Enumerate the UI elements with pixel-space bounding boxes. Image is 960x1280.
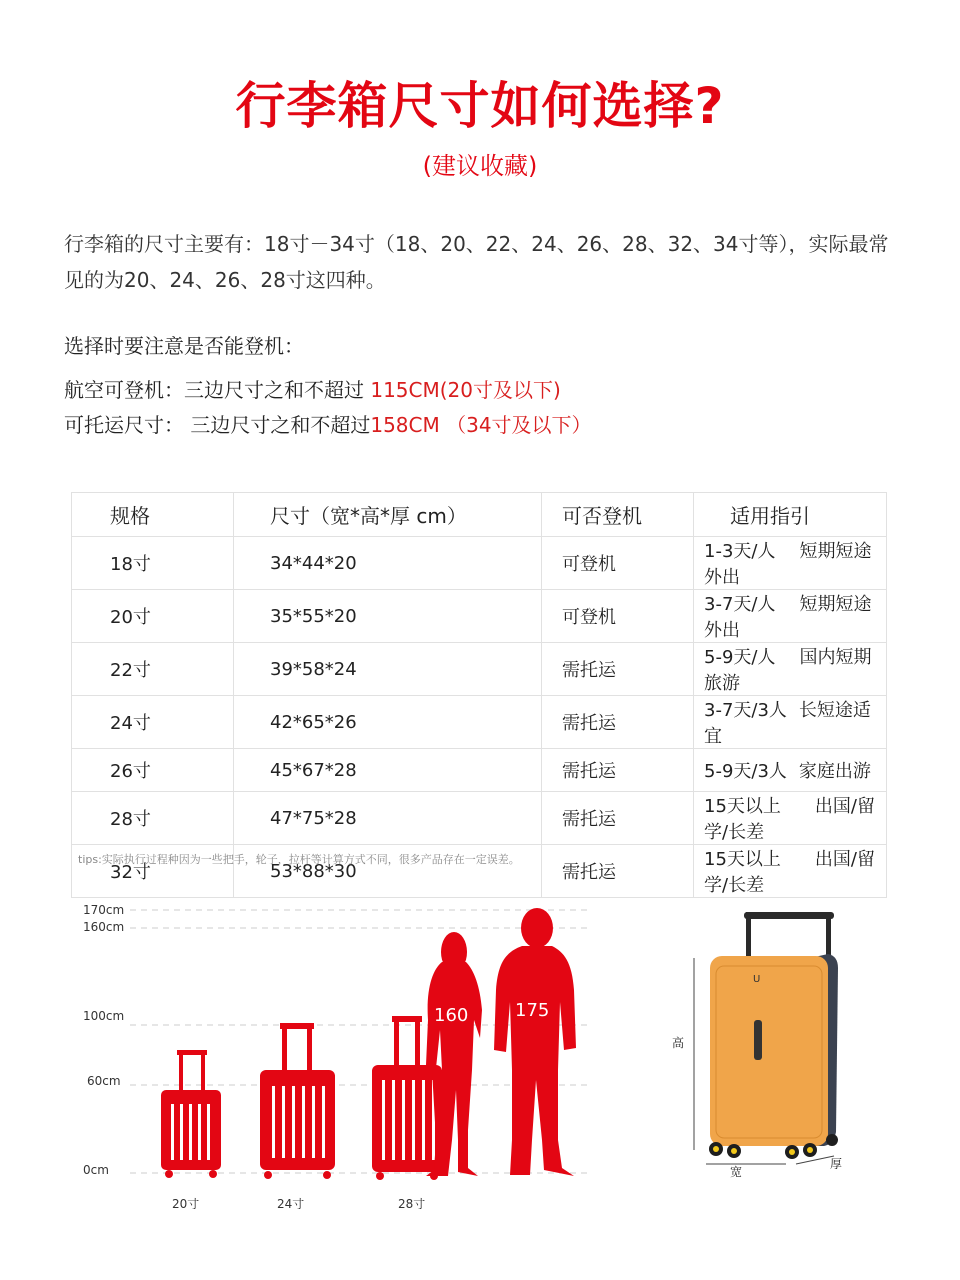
checked-value: 158CM （34寸及以下） bbox=[370, 413, 592, 437]
cell-size: 28寸 bbox=[72, 792, 234, 845]
table-row bbox=[72, 696, 887, 749]
y-label-100: 100cm bbox=[83, 1009, 125, 1023]
header-size: 规格 bbox=[72, 493, 234, 537]
comparison-graphic bbox=[70, 890, 610, 1250]
cell-boarding: 需托运 bbox=[542, 643, 694, 696]
width-label: 宽 bbox=[730, 1165, 743, 1179]
cell-dims: 47*75*28 bbox=[234, 792, 542, 845]
checked-label: 可托运尺寸： 三边尺寸之和不超过 bbox=[64, 413, 371, 437]
cell-days: 1-3天/人 bbox=[704, 541, 776, 562]
table-row bbox=[72, 792, 887, 845]
cell-size: 22寸 bbox=[72, 643, 234, 696]
suitcase-photo bbox=[660, 900, 860, 1200]
cell-guide bbox=[694, 792, 887, 845]
cell-days: 15天以上 bbox=[704, 849, 781, 870]
cell-dims: 35*55*20 bbox=[234, 590, 542, 643]
brand-logo: U bbox=[753, 974, 761, 985]
carry-on-rule bbox=[64, 374, 561, 403]
cell-boarding: 可登机 bbox=[542, 537, 694, 590]
table-row bbox=[72, 537, 887, 590]
suitcase-20-label: 20寸 bbox=[172, 1197, 200, 1211]
cell-guide bbox=[694, 845, 887, 898]
cell-days: 3-7天/人 bbox=[704, 594, 776, 615]
cell-dims: 45*67*28 bbox=[234, 749, 542, 792]
notes-heading: 选择时要注意是否能登机： bbox=[64, 334, 304, 358]
suitcase-28-label: 28寸 bbox=[398, 1197, 426, 1211]
cell-days: 5-9天/人 bbox=[704, 647, 776, 668]
person-175-label: 175 bbox=[515, 1000, 550, 1021]
checked-rule bbox=[64, 409, 592, 438]
cell-guide bbox=[694, 537, 887, 590]
header-dims: 尺寸（宽*高*厚 cm） bbox=[234, 493, 542, 537]
intro-paragraph: 行李箱的尺寸主要有：18寸－34寸（18、20、22、24、26、28、32、34寸等），实际最常见的为20、24、26、28寸这四种。 bbox=[64, 232, 889, 292]
cell-boarding: 需托运 bbox=[542, 696, 694, 749]
cell-size: 20寸 bbox=[72, 590, 234, 643]
carry-on-value: 115CM(20寸及以下) bbox=[370, 378, 561, 402]
person-160-label: 160 bbox=[434, 1005, 469, 1026]
table-row bbox=[72, 749, 887, 792]
cell-use: 短期短途外出 bbox=[704, 541, 872, 588]
cell-size: 32寸 bbox=[72, 845, 234, 898]
cell-dims: 53*88*30 bbox=[234, 845, 542, 898]
cell-days: 15天以上 bbox=[704, 796, 781, 817]
height-label: 高 bbox=[672, 1036, 685, 1050]
cell-boarding: 需托运 bbox=[542, 845, 694, 898]
tips-note: tips:实际执行过程种因为一些把手，轮子，拉杆等计算方式不同，很多产品存在一定误差。 bbox=[78, 853, 520, 866]
cell-boarding: 可登机 bbox=[542, 590, 694, 643]
cell-days: 5-9天/3人 bbox=[704, 761, 787, 782]
cell-guide bbox=[694, 749, 887, 792]
y-label-160: 160cm bbox=[83, 920, 125, 934]
page-subtitle: (建议收藏) bbox=[422, 152, 538, 180]
depth-label: 厚 bbox=[830, 1157, 843, 1171]
table-row bbox=[72, 643, 887, 696]
size-table bbox=[71, 492, 887, 898]
cell-use: 家庭出游 bbox=[798, 761, 871, 782]
cell-dims: 42*65*26 bbox=[234, 696, 542, 749]
cell-days: 3-7天/3人 bbox=[704, 700, 787, 721]
cell-size: 26寸 bbox=[72, 749, 234, 792]
cell-guide bbox=[694, 590, 887, 643]
cell-use: 短期短途外出 bbox=[704, 594, 872, 641]
page-title: 行李箱尺寸如何选择? bbox=[235, 77, 725, 135]
y-label-60: 60cm bbox=[87, 1074, 121, 1088]
cell-dims: 39*58*24 bbox=[234, 643, 542, 696]
carry-on-label: 航空可登机：三边尺寸之和不超过 bbox=[64, 378, 364, 402]
cell-use: 出国/留学/长差 bbox=[704, 849, 875, 896]
y-label-170: 170cm bbox=[83, 903, 125, 917]
cell-guide bbox=[694, 643, 887, 696]
cell-boarding: 需托运 bbox=[542, 749, 694, 792]
cell-guide bbox=[694, 696, 887, 749]
y-label-0: 0cm bbox=[83, 1163, 109, 1177]
header-guide: 适用指引 bbox=[694, 493, 887, 537]
cell-use: 长短途适宜 bbox=[704, 700, 871, 747]
cell-use: 出国/留学/长差 bbox=[704, 796, 875, 843]
table-row bbox=[72, 590, 887, 643]
header-boarding: 可否登机 bbox=[542, 493, 694, 537]
table-header-row bbox=[72, 493, 887, 537]
person-175-graphic bbox=[494, 908, 576, 1176]
suitcase-24-label: 24寸 bbox=[277, 1197, 305, 1211]
height-comparison bbox=[70, 890, 610, 1250]
cell-boarding: 需托运 bbox=[542, 792, 694, 845]
cell-use: 国内短期旅游 bbox=[704, 647, 872, 694]
cell-size: 18寸 bbox=[72, 537, 234, 590]
cell-dims: 34*44*20 bbox=[234, 537, 542, 590]
cell-size: 24寸 bbox=[72, 696, 234, 749]
